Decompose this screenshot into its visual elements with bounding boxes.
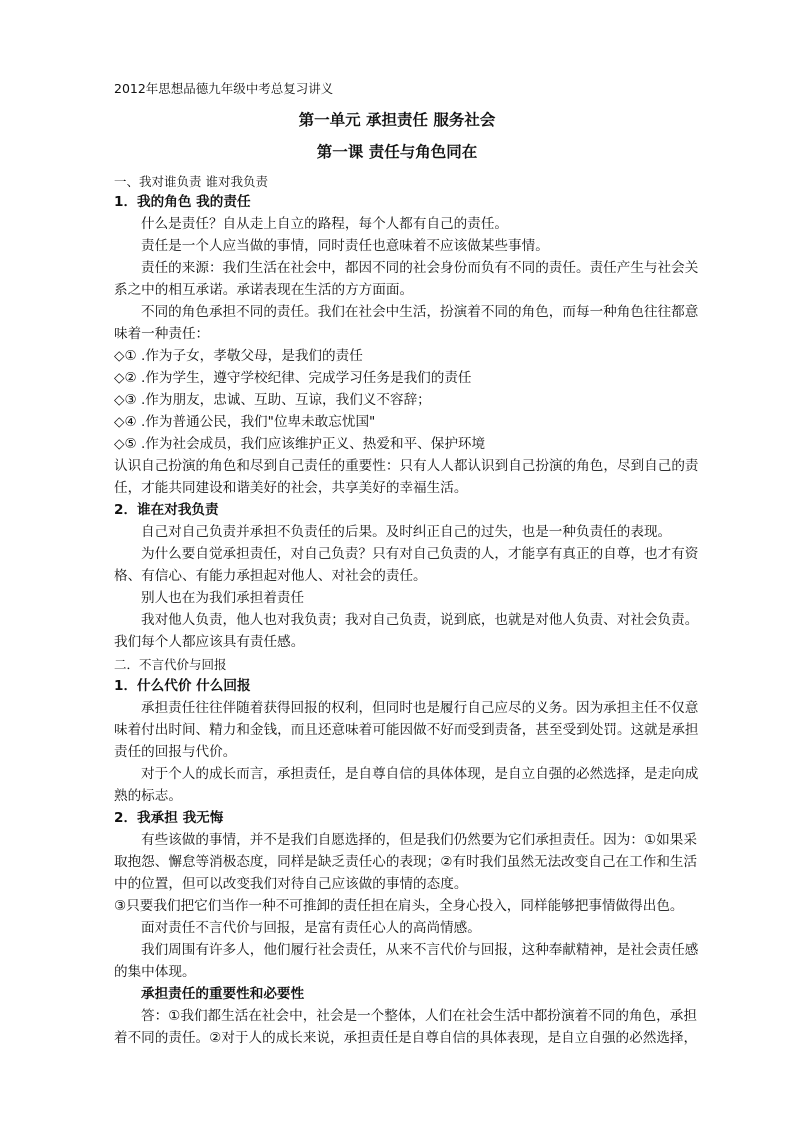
sub1-heading: 1．什么代价 什么回报 xyxy=(114,678,251,694)
paragraph: 系之中的相互承诺。承诺表现在生活的方方面面。 xyxy=(114,282,414,298)
paragraph: 不同的角色承担不同的责任。我们在社会中生活，扮演着不同的角色，而每一种角色往往都意 xyxy=(141,304,699,320)
paragraph: 熟的标志。 xyxy=(114,788,182,804)
list-item: ◇⑤ .作为社会成员，我们应该维护正义、热爱和平、保护环境 xyxy=(114,436,486,452)
sub1-heading: 1．我的角色 我的责任 xyxy=(114,194,251,210)
paragraph: 对于个人的成长而言，承担责任，是自尊自信的具体体现，是自立自强的必然选择，是走向成 xyxy=(141,766,699,782)
paragraph: 自己对自己负责并承担不负责任的后果。及时纠正自己的过失，也是一种负责任的表现。 xyxy=(141,524,672,540)
paragraph: 味着一种责任： xyxy=(114,326,210,342)
paragraph: 着不同的责任。②对于人的成长来说，承担责任是自尊自信的具体表现，是自立自强的必然选择， xyxy=(114,1030,698,1046)
section2-heading: 二．不言代价与回报 xyxy=(114,657,227,672)
paragraph: 承担责任往往伴随着获得回报的权利，但同时也是履行自己应尽的义务。因为承担主任不仅意 xyxy=(141,700,699,716)
paragraph: 中的位置，但可以改变我们对待自己应该做的事情的态度。 xyxy=(114,876,468,892)
paragraph: 我对他人负责，他人也对我负责；我对自己负责，说到底，也就是对他人负责、对社会负责。 xyxy=(141,612,699,628)
paragraph: 答：①我们都生活在社会中，社会是一个整体，人们在社会生活中都扮演着不同的角色，承担 xyxy=(141,1008,697,1024)
sub2-heading: 2．我承担 我无悔 xyxy=(114,810,224,826)
paragraph: 有些该做的事情，并不是我们自愿选择的，但是我们仍然要为它们承担责任。因为：①如果采 xyxy=(141,832,697,848)
paragraph: 责任的来源：我们生活在社会中，都因不同的社会身份而负有不同的责任。责任产生与社会关 xyxy=(141,260,699,276)
paragraph: 别人也在为我们承担着责任 xyxy=(141,590,305,606)
list-item: ◇③ .作为朋友，忠诚、互助、互谅，我们义不容辞； xyxy=(114,392,431,408)
sub2-heading: 2．谁在对我负责 xyxy=(114,502,219,518)
paragraph: 我们周围有许多人，他们履行社会责任，从来不言代价与回报，这种奉献精神，是社会责任感 xyxy=(141,942,699,958)
list-item: ◇④ .作为普通公民，我们"位卑未敢忘忧国" xyxy=(114,414,376,430)
paragraph: 什么是责任？自从走上自立的路程，每个人都有自己的责任。 xyxy=(141,216,509,232)
paragraph: 为什么要自觉承担责任，对自己负责？只有对自己负责的人，才能享有真正的自尊，也才有资 xyxy=(141,546,699,562)
lesson-title: 第一课 责任与角色同在 xyxy=(316,143,478,161)
list-item: ◇① .作为子女，孝敬父母，是我们的责任 xyxy=(114,348,363,364)
paragraph: 取抱怨、懈怠等消极态度，同样是缺乏责任心的表现；②有时我们虽然无法改变自己在工作和生活 xyxy=(114,854,698,870)
list-item: ◇② .作为学生，遵守学校纪律、完成学习任务是我们的责任 xyxy=(114,370,472,386)
importance-heading: 承担责任的重要性和必要性 xyxy=(141,986,305,1002)
unit-title: 第一单元 承担责任 服务社会 xyxy=(298,111,496,129)
document-title: 2012年思想品德九年级中考总复习讲义 xyxy=(114,81,334,96)
paragraph: 面对责任不言代价与回报，是富有责任心人的高尚情感。 xyxy=(141,920,481,936)
paragraph: 的集中体现。 xyxy=(114,964,196,980)
paragraph: 我们每个人都应该具有责任感。 xyxy=(114,634,305,650)
paragraph: 认识自己扮演的角色和尽到自己责任的重要性：只有人人都认识到自己扮演的角色，尽到自己的责 xyxy=(114,458,699,474)
paragraph: ③只要我们把它们当作一种不可推卸的责任担在肩头，全身心投入，同样能够把事情做得出色。 xyxy=(114,898,684,914)
section1-heading: 一、我对谁负责 谁对我负责 xyxy=(114,174,268,189)
paragraph: 味着付出时间、精力和金钱，而且还意味着可能因做不好而受到责备，甚至受到处罚。这就是承担 xyxy=(114,722,699,738)
paragraph: 格、有信心、有能力承担起对他人、对社会的责任。 xyxy=(114,568,427,584)
paragraph: 责任是一个人应当做的事情，同时责任也意味着不应该做某些事情。 xyxy=(141,238,549,254)
paragraph: 任，才能共同建设和谐美好的社会，共享美好的幸福生活。 xyxy=(114,480,468,496)
paragraph: 责任的回报与代价。 xyxy=(114,744,237,760)
